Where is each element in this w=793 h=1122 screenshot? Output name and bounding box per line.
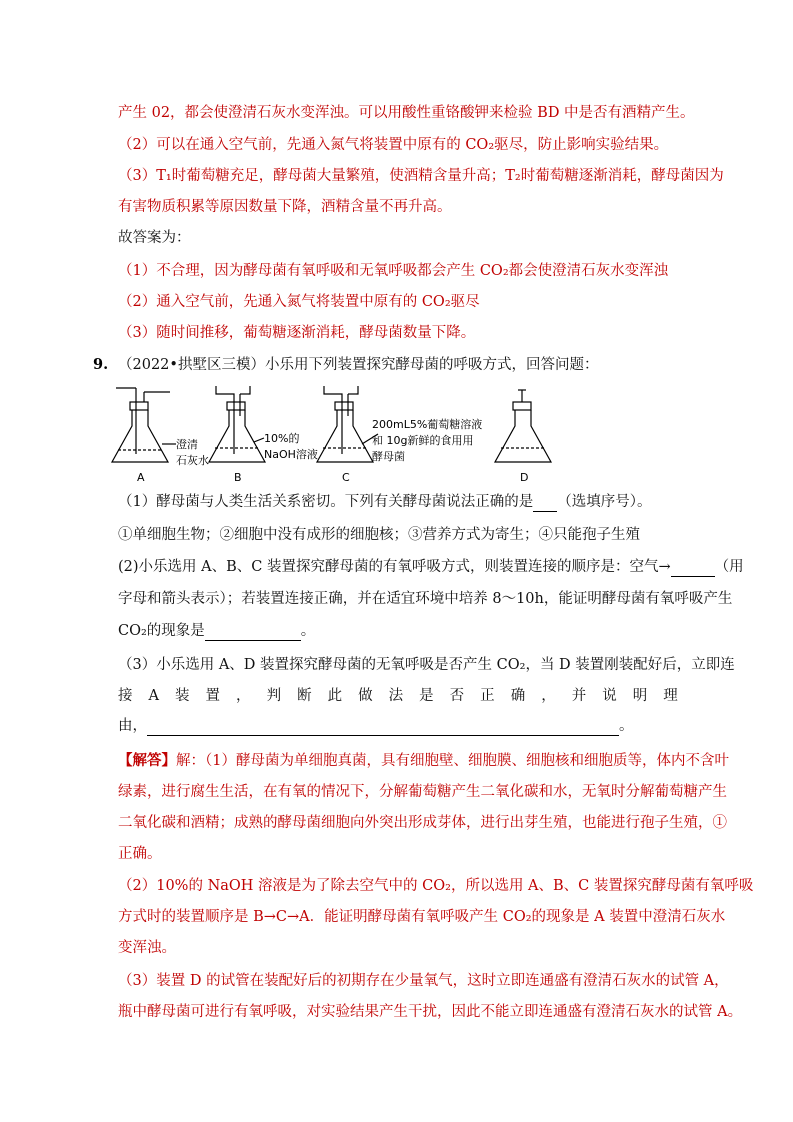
q2-line-3 xyxy=(118,621,315,641)
flask-b-label-1: 10%的 xyxy=(264,432,300,445)
q3-reason-blank[interactable] xyxy=(147,735,619,736)
q3-text-3: 由， xyxy=(118,718,147,734)
solution-line-3: 二氧化碳和酒精；成熟的酵母菌细胞向外突出形成芽体，进行出芽生殖，也能进行孢子生殖，① xyxy=(118,815,727,831)
answer-label: 故答案为： xyxy=(118,230,191,246)
flask-d xyxy=(495,390,551,462)
prev-answer-line-3: （3）T₁时葡萄糖充足，酵母菌大量繁殖，使酒精含量升高；T₂时葡萄糖逐渐消耗，酵母菌因为 xyxy=(118,168,724,184)
solution-line-6: 方式时的装置顺序是 B→C→A．能证明酵母菌有氧呼吸产生 CO₂的现象是 A 装置中澄清石灰水 xyxy=(118,909,726,925)
q2-text-1b: （用 xyxy=(714,559,744,575)
q1-text: （1）酵母菌与人类生活关系密切。下列有关酵母菌说法正确的是 xyxy=(118,494,534,510)
flask-b-letter: B xyxy=(234,471,242,484)
q3-word: 装 xyxy=(175,688,190,704)
prev-answer-line-2: （2）可以在通入空气前，先通入氮气将装置中原有的 CO₂驱尽，防止影响实验结果。 xyxy=(118,137,669,153)
q3-word: 此 xyxy=(327,688,343,704)
q3-line-1: （3）小乐选用 A、D 装置探究酵母菌的无氧呼吸是否产生 CO₂，当 D 装置刚装配好后，立即连 xyxy=(118,657,735,673)
q3-word: 理 xyxy=(663,688,678,704)
q3-word: 明 xyxy=(632,688,648,704)
answer-2: （2）通入空气前，先通入氮气将装置中原有的 CO₂驱尽 xyxy=(118,294,480,310)
q3-word: 接 xyxy=(118,688,133,704)
flask-b xyxy=(209,386,265,462)
q1-line xyxy=(118,492,651,512)
apparatus-figure xyxy=(110,384,560,486)
q3-word: ， xyxy=(541,688,556,704)
flask-a-letter: A xyxy=(137,471,145,484)
solution-line-1 xyxy=(118,751,729,771)
answer-3: （3）随时间推移，葡萄糖逐渐消耗，酵母菌数量下降。 xyxy=(118,325,476,341)
flask-d-letter: D xyxy=(520,471,529,484)
solution-line-9: 瓶中酵母菌可进行有氧呼吸，对实验结果产生干扰，因此不能立即连通盛有澄清石灰水的试管 A。 xyxy=(118,1004,743,1020)
q2-order-blank[interactable] xyxy=(671,576,715,577)
solution-line-2: 绿素，进行腐生生活，在有氧的情况下，分解葡萄糖产生二氧化碳和水，无氧时分解葡萄糖产生 xyxy=(118,784,727,800)
q1-blank[interactable] xyxy=(533,511,557,512)
prev-answer-line-1: 产生 02，都会使澄清石灰水变浑浊。可以用酸性重铬酸钾来检验 BD 中是否有酒精产生。 xyxy=(118,105,695,121)
solution-line-7: 变浑浊。 xyxy=(118,940,176,956)
flask-c-label-1: 200mL5%葡萄糖溶液 xyxy=(372,418,483,431)
q3-word: 确 xyxy=(510,688,526,704)
q2-line-1 xyxy=(118,557,744,577)
solution-line-8: （3）装置 D 的试管在装配好后的初期存在少量氧气，这时立即连通盛有澄清石灰水的试管 A， xyxy=(118,973,729,989)
prev-answer-line-4: 有害物质积累等原因数量下降，酒精含量不再升高。 xyxy=(118,199,452,215)
flask-c-label-3: 酵母菌 xyxy=(372,450,405,463)
q3-word: 正 xyxy=(480,688,495,704)
flask-c-label-2: 和 10g新鲜的食用用 xyxy=(372,434,474,447)
q3-word: ， xyxy=(236,688,251,704)
q3-line-3 xyxy=(118,716,634,736)
q3-word: 并 xyxy=(571,688,587,704)
solution-line-5: （2）10%的 NaOH 溶液是为了除去空气中的 CO₂，所以选用 A、B、C 装置探究酵母菌有氧呼吸 xyxy=(118,878,754,894)
question-stem: （2022•拱墅区三模）小乐用下列装置探究酵母菌的呼吸方式，回答问题： xyxy=(118,357,599,373)
q1-tail: （选填序号）。 xyxy=(557,494,652,510)
q3-word: 说 xyxy=(602,688,617,704)
q3-word: 判 xyxy=(266,688,282,704)
flask-a-label-2: 石灰水 xyxy=(176,454,209,467)
question-number: 9. xyxy=(93,356,109,373)
q2-text-1: (2)小乐选用 A、B、C 装置探究酵母菌的有氧呼吸方式，则装置连接的顺序是：空气→ xyxy=(118,559,671,575)
solution-s1-l1: （1）酵母菌为单细胞真菌，具有细胞壁、细胞膜、细胞核和细胞质等，体内不含叶 xyxy=(205,753,729,769)
q3-word: 断 xyxy=(297,688,312,704)
solution-line-4: 正确。 xyxy=(118,846,162,862)
flask-c-letter: C xyxy=(342,471,350,484)
q3-line-2 xyxy=(118,686,678,706)
q3-word: 做 xyxy=(358,688,373,704)
q2-text-3: CO₂的现象是 xyxy=(118,623,205,639)
q2-line-2: 字母和箭头表示）；若装置连接正确，并在适宜环境中培养 8～10h，能证明酵母菌有氧呼吸产生 xyxy=(118,591,733,607)
q2-text-3-end: 。 xyxy=(300,623,316,639)
solution-head: 解： xyxy=(176,753,205,769)
q3-word: A xyxy=(148,688,159,704)
flask-c xyxy=(317,386,378,462)
q3-word: 是 xyxy=(419,688,434,704)
flask-b-label-2: NaOH溶液 xyxy=(264,448,318,461)
q3-word: 否 xyxy=(449,688,465,704)
q1-options: ①单细胞生物；②细胞中没有成形的细胞核；③营养方式为寄生；④只能孢子生殖 xyxy=(118,527,640,543)
q3-word: 置 xyxy=(205,688,221,704)
flask-a-label-1: 澄清 xyxy=(176,438,198,451)
q3-text-3-end: 。 xyxy=(619,718,634,734)
solution-tag: 【解答】 xyxy=(118,752,176,769)
flask-a xyxy=(112,388,176,462)
q2-phenomenon-blank[interactable] xyxy=(205,640,301,641)
answer-1: （1）不合理，因为酵母菌有氧呼吸和无氧呼吸都会产生 CO₂都会使澄清石灰水变浑浊 xyxy=(118,263,669,279)
q3-word: 法 xyxy=(388,688,404,704)
